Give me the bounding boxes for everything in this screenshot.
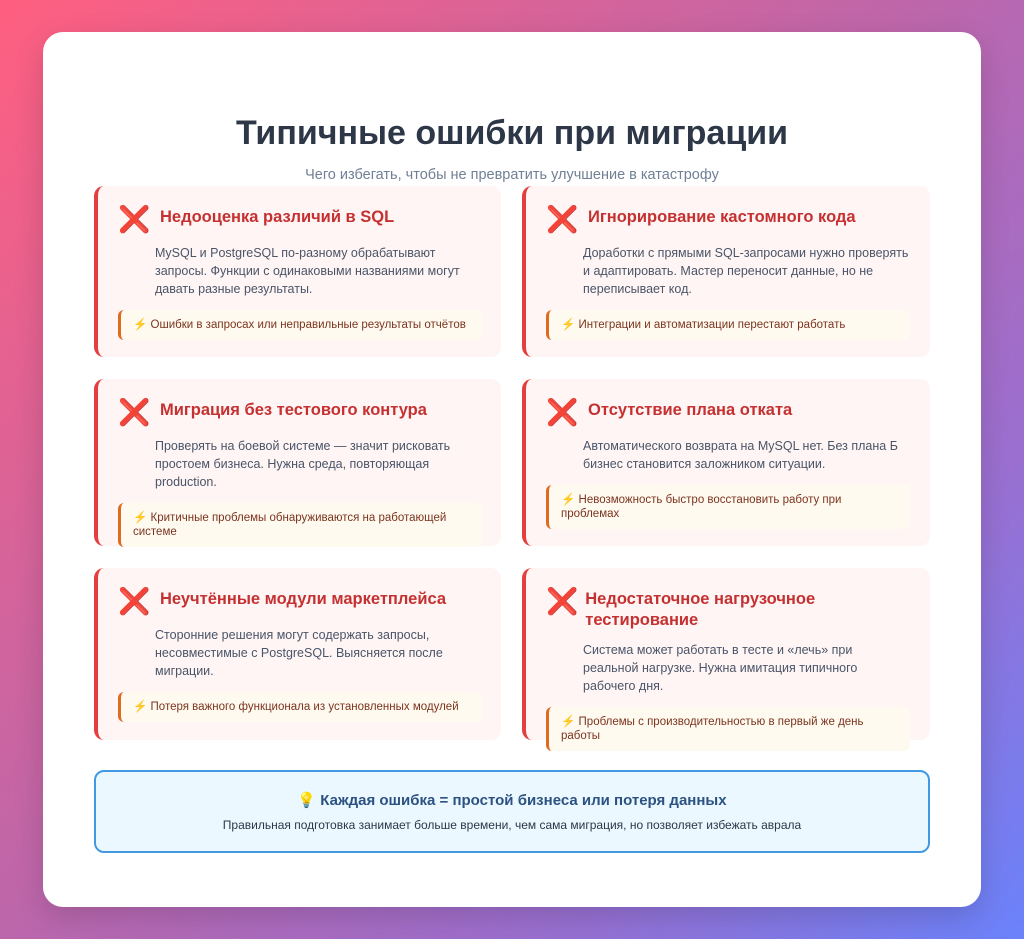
cross-mark-icon: ❌ bbox=[118, 204, 151, 234]
mistake-description: Автоматического возврата на MySQL нет. Без плана Б бизнес становится заложником ситуации. bbox=[583, 439, 898, 471]
impact-box bbox=[546, 707, 910, 751]
summary-note bbox=[94, 770, 930, 853]
impact-text: Критичные проблемы обнаруживаются на работающей системе bbox=[133, 512, 447, 538]
mistake-description: Система может работать в тесте и «лечь» при реальной нагрузке. Нужна имитация типичного рабочего дня. bbox=[583, 643, 858, 693]
lightning-icon: ⚡ bbox=[133, 701, 148, 713]
mistake-card bbox=[94, 379, 501, 546]
mistake-title: Недостаточное нагрузочное тестирование bbox=[585, 590, 816, 629]
mistake-title: Недооценка различий в SQL bbox=[160, 208, 395, 226]
cross-mark-icon: ❌ bbox=[546, 397, 579, 427]
card-header bbox=[546, 586, 910, 631]
lightning-icon: ⚡ bbox=[133, 512, 148, 524]
main-panel bbox=[43, 32, 981, 907]
mistake-description: MySQL и PostgreSQL по-разному обрабатывают запросы. Функции с одинаковыми названиями могут давать разные результаты. bbox=[155, 246, 460, 296]
note-text: Правильная подготовка занимает больше времени, чем сама миграция, но позволяет избежать аврала bbox=[222, 818, 802, 832]
impact-box bbox=[546, 485, 910, 529]
card-header bbox=[118, 204, 481, 234]
impact-box bbox=[118, 692, 482, 722]
impact-text: Интеграции и автоматизации перестают работать bbox=[578, 319, 846, 331]
mistake-description: Сторонние решения могут содержать запросы, несовместимые с PostgreSQL. Выясняется после миграции. bbox=[155, 628, 443, 678]
lightning-icon: ⚡ bbox=[561, 716, 576, 728]
impact-box bbox=[118, 310, 482, 340]
cross-mark-icon: ❌ bbox=[546, 586, 579, 616]
mistake-title: Игнорирование кастомного кода bbox=[588, 208, 856, 226]
impact-text: Невозможность быстро восстановить работу при проблемах bbox=[561, 494, 842, 520]
page-subtitle: Чего избегать, чтобы не превратить улучшение в катастрофу bbox=[305, 167, 719, 183]
card-header bbox=[546, 204, 910, 234]
cross-mark-icon: ❌ bbox=[118, 586, 151, 616]
note-title: Каждая ошибка = простой бизнеса или потеря данных bbox=[320, 792, 727, 809]
mistake-title: Неучтённые модули маркетплейса bbox=[160, 590, 447, 608]
mistake-card bbox=[94, 568, 501, 740]
lightbulb-icon: 💡 bbox=[297, 792, 317, 809]
mistake-description: Доработки с прямыми SQL-запросами нужно проверять и адаптировать. Мастер переносит данные, но не переписывает код. bbox=[583, 246, 909, 296]
mistake-card bbox=[522, 186, 930, 357]
mistake-title: Миграция без тестового контура bbox=[160, 401, 427, 419]
mistake-description: Проверять на боевой системе — значит рисковать простоем бизнеса. Нужна среда, повторяющая production. bbox=[155, 439, 451, 489]
impact-text: Проблемы с производительностью в первый же день работы bbox=[561, 716, 864, 742]
card-header bbox=[118, 397, 481, 427]
impact-box bbox=[546, 310, 910, 340]
card-header bbox=[546, 397, 910, 427]
page-title: Типичные ошибки при миграции bbox=[235, 114, 789, 152]
mistake-card bbox=[522, 379, 930, 546]
lightning-icon: ⚡ bbox=[133, 319, 148, 331]
impact-box bbox=[118, 503, 482, 547]
cross-mark-icon: ❌ bbox=[546, 204, 579, 234]
cross-mark-icon: ❌ bbox=[118, 397, 151, 427]
mistake-card bbox=[522, 568, 930, 740]
lightning-icon: ⚡ bbox=[561, 319, 576, 331]
mistake-title: Отсутствие плана отката bbox=[588, 401, 793, 419]
lightning-icon: ⚡ bbox=[561, 494, 576, 506]
impact-text: Потеря важного функционала из установленных модулей bbox=[150, 701, 459, 713]
mistakes-grid bbox=[94, 186, 930, 740]
mistake-card bbox=[94, 186, 501, 357]
card-header bbox=[118, 586, 481, 616]
impact-text: Ошибки в запросах или неправильные результаты отчётов bbox=[150, 319, 466, 331]
